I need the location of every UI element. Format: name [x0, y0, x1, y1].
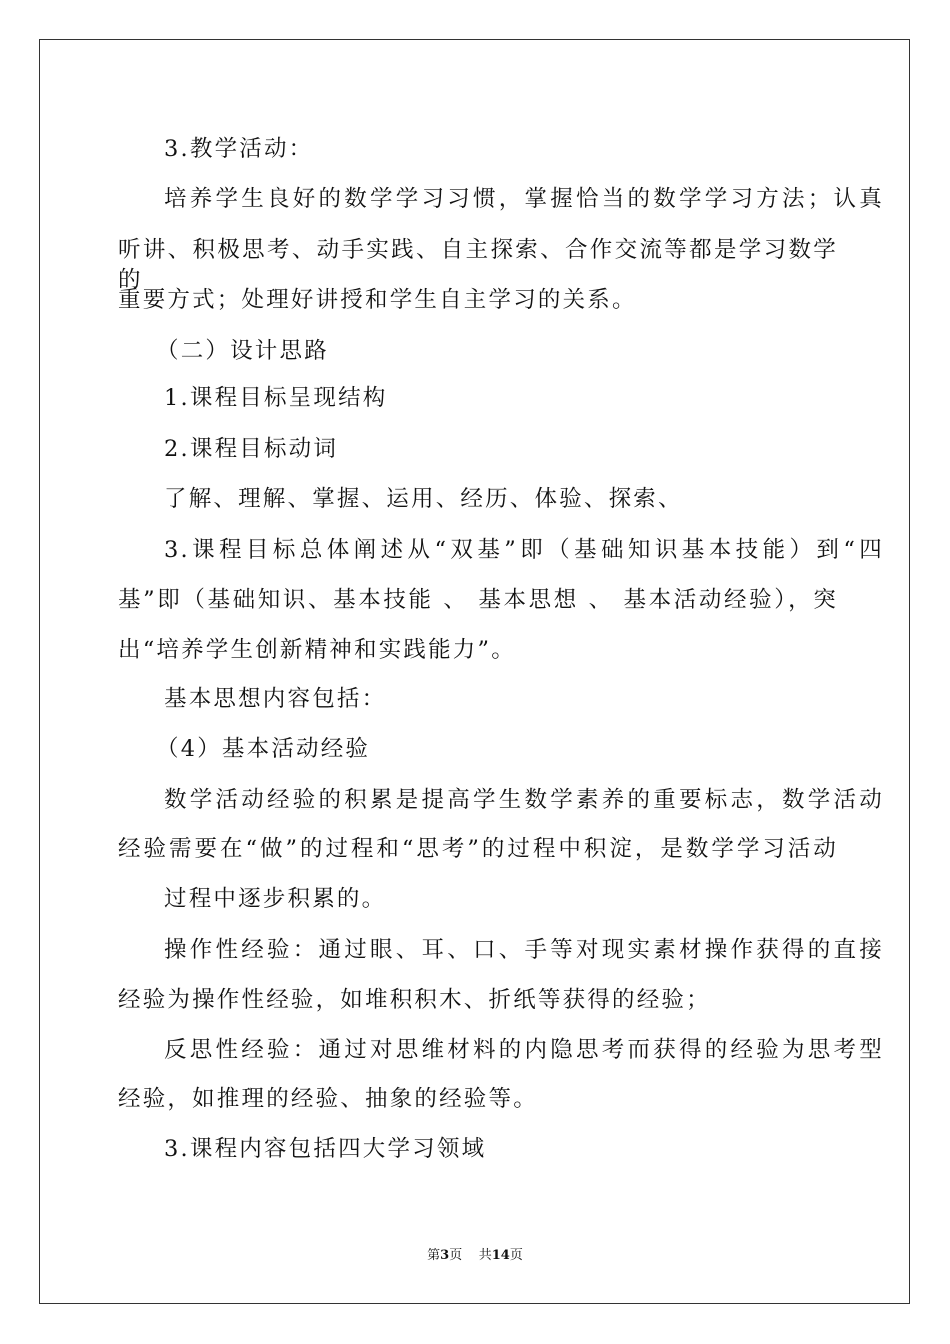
paragraph-line: 数学活动经验的积累是提高学生数学素养的重要标志，数学活动 — [164, 787, 884, 813]
section-heading: （4）基本活动经验 — [156, 736, 371, 762]
paragraph-line: 过程中逐步积累的。 — [164, 886, 387, 912]
total-pages: 14 — [491, 1248, 510, 1263]
page-suffix: 页 — [449, 1248, 463, 1263]
paragraph-line: 操作性经验：通过眼、耳、口、手等对现实素材操作获得的直接 — [164, 937, 884, 963]
paragraph-line: 基”即（基础知识、基本技能 、 基本思想 、 基本活动经验），突 — [118, 587, 838, 613]
page-prefix: 第 — [427, 1248, 441, 1263]
paragraph-line: 1.课程目标呈现结构 — [164, 385, 388, 411]
paragraph-line: 3.教学活动： — [164, 136, 314, 162]
paragraph-line: 了解、理解、掌握、运用、经历、体验、探索、 — [164, 486, 683, 512]
paragraph-line: 出“培养学生创新精神和实践能力”。 — [118, 637, 516, 663]
page-footer — [0, 1247, 950, 1265]
paragraph-line: 基本思想内容包括： — [164, 686, 387, 712]
paragraph-line: 3.课程目标总体阐述从“双基”即（基础知识基本技能）到“四 — [164, 537, 884, 563]
paragraph-line: 听讲、积极思考、动手实践、自主探索、合作交流等都是学习数学的 — [118, 237, 838, 293]
paragraph-line: 3.课程内容包括四大学习领域 — [164, 1136, 487, 1162]
paragraph-line: 反思性经验：通过对思维材料的内隐思考而获得的经验为思考型 — [164, 1037, 884, 1063]
total-suffix: 页 — [509, 1248, 523, 1263]
paragraph-line: 2.课程目标动词 — [164, 436, 339, 462]
total-prefix: 共 — [478, 1248, 492, 1263]
paragraph-line: 经验为操作性经验，如堆积积木、折纸等获得的经验； — [118, 987, 711, 1013]
section-heading: （二）设计思路 — [156, 338, 329, 364]
paragraph-line: 培养学生良好的数学学习习惯，掌握恰当的数学学习方法；认真 — [164, 186, 884, 212]
paragraph-line: 重要方式；处理好讲授和学生自主学习的关系。 — [118, 287, 637, 313]
page-border — [39, 39, 910, 1304]
paragraph-line: 经验，如推理的经验、抽象的经验等。 — [118, 1086, 538, 1112]
paragraph-line: 经验需要在“做”的过程和“思考”的过程中积淀，是数学学习活动 — [118, 836, 838, 862]
page-number: 3 — [440, 1248, 450, 1263]
